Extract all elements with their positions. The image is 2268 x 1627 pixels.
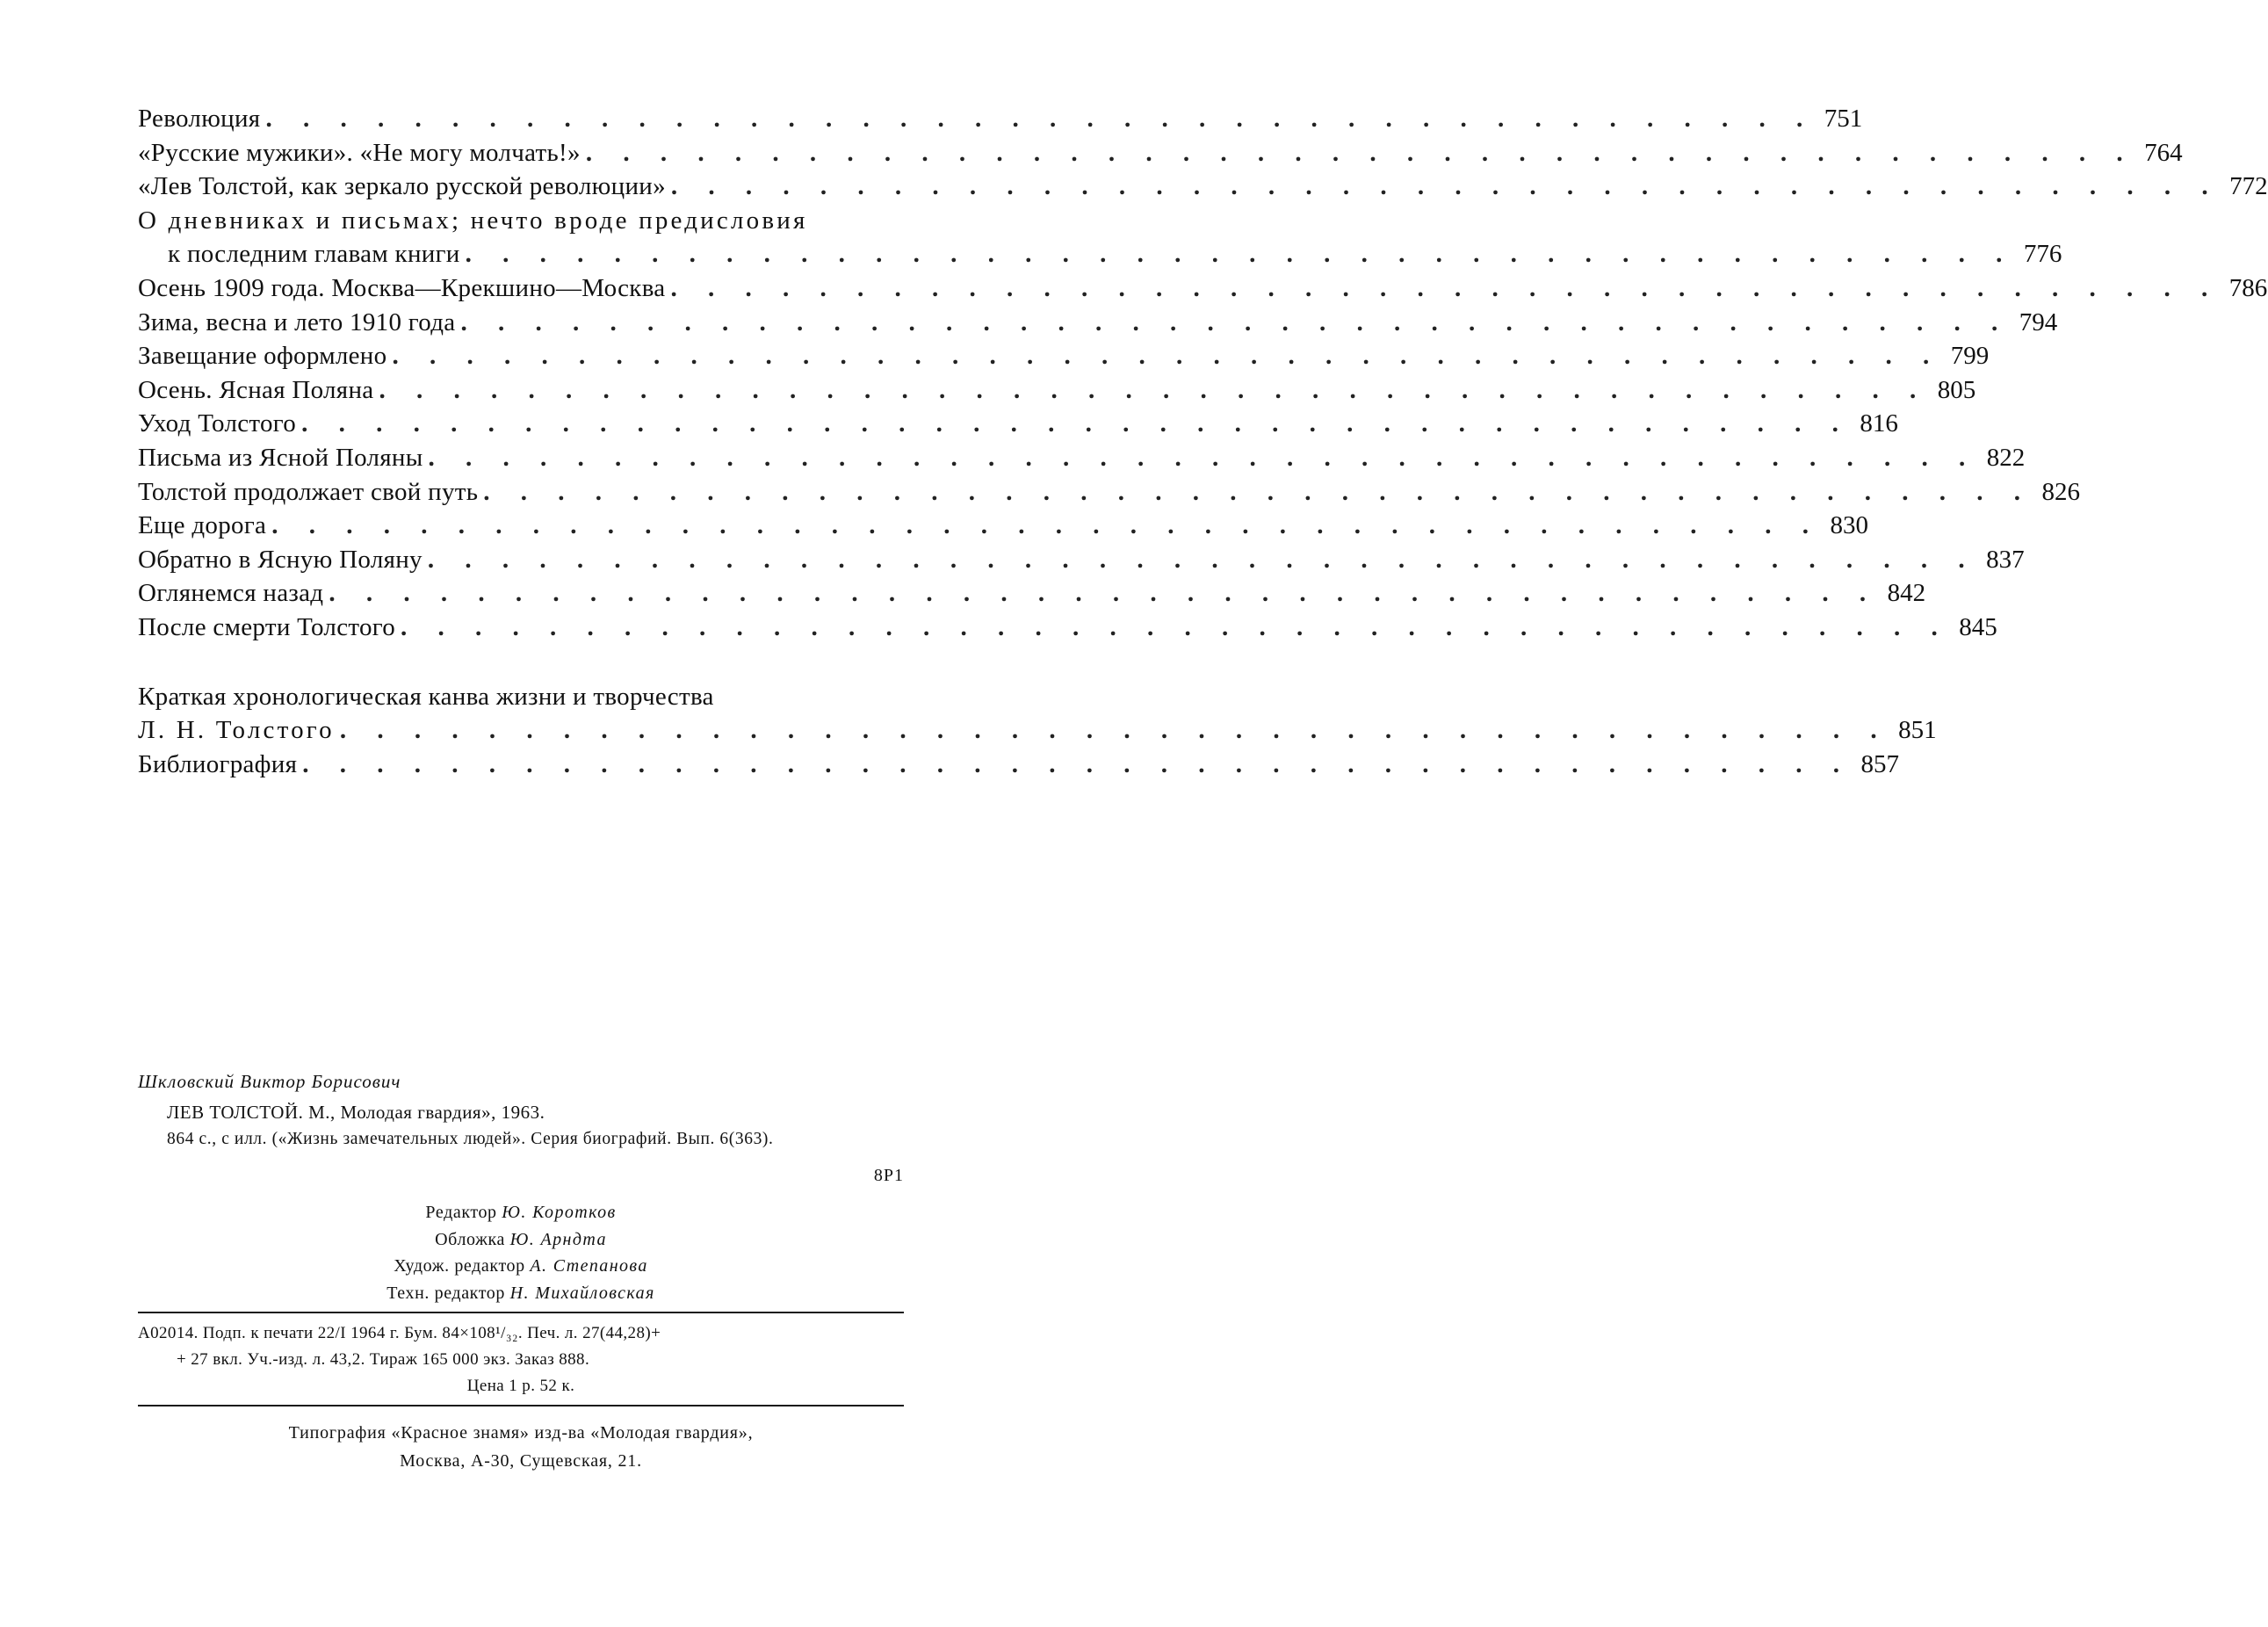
toc-entry — [138, 441, 2026, 475]
credit-line — [138, 1280, 904, 1307]
toc-entry — [138, 543, 2025, 577]
toc-entry — [138, 407, 1898, 441]
toc-entry-title: Революция — [138, 105, 261, 133]
credit-role: Редактор — [425, 1203, 497, 1222]
toc-entry-title-continued: Л. Н. Толстого — [138, 716, 335, 745]
toc-entry — [138, 237, 2062, 271]
toc-entry-page: 842 — [1887, 579, 1926, 608]
toc-leader-dots: . . . . . . . . . . . . . . . . . . . . . . . . . . . . . . . . . . . . . . . . . . — [339, 716, 1889, 745]
toc-leader-dots: . . . . . . . . . . . . . . . . . . . . . . . . . . . . . . . . . . . . . . . . . . — [379, 375, 1929, 404]
toc-leader-dots: . . . . . . . . . . . . . . . . . . . . . . . . . . . . . . . . . . . . . . . . . . — [329, 579, 1879, 608]
credit-name: Ю. Коротков — [502, 1203, 617, 1222]
toc-leader-dots: . . . . . . . . . . . . . . . . . . . . . . . . . . . . . . . . . . . . . . . . . . — [585, 138, 2135, 167]
toc-spacer — [138, 645, 904, 680]
toc-leader-dots: . . . . . . . . . . . . . . . . . . . . . . . . . . . . . . . . . . . . . . . . . . — [271, 511, 1821, 540]
divider — [138, 1312, 904, 1313]
toc-entry-page: 794 — [2019, 307, 2058, 336]
toc-leader-dots: . . . . . . . . . . . . . . . . . . . . . . . . . . . . . . . . . . . . . . . . . . — [301, 409, 1851, 438]
toc-entry-title-continued: к последним главам книги — [168, 240, 460, 269]
book-title-line: ЛЕВ ТОЛСТОЙ. М., Молодая гвардия», 1963. — [167, 1102, 545, 1123]
classification-code: 8Р1 — [873, 1166, 904, 1185]
pub-line: + 27 вкл. Уч.-изд. л. 43,2. Тираж 165 000 экз. Заказ 888. — [177, 1350, 590, 1369]
toc-entry — [138, 373, 1976, 408]
toc-entry-title: Краткая хронологическая канва жизни и творчества — [138, 682, 714, 711]
toc-entry-page: 764 — [2144, 138, 2183, 167]
toc-entry-title: Осень. Ясная Поляна — [138, 375, 374, 404]
toc-entry — [138, 306, 2058, 340]
toc-leader-dots: . . . . . . . . . . . . . . . . . . . . . . . . . . . . . . . . . . . . . . . . . . — [427, 545, 1977, 574]
toc-entry-page: 776 — [2023, 240, 2062, 269]
toc-entry-title: «Лев Толстой, как зеркало русской революции» — [138, 172, 666, 201]
credit-line — [138, 1199, 904, 1226]
toc-entry-title: Толстой продолжает свой путь — [138, 477, 479, 506]
toc-entry-title: Оглянемся назад — [138, 579, 324, 608]
toc-entry — [138, 475, 2080, 510]
credit-name: Н. Михайловская — [509, 1283, 655, 1303]
toc-appendix-entry — [138, 713, 1937, 748]
printer-info — [138, 1419, 904, 1475]
credit-role: Худож. редактор — [394, 1256, 525, 1276]
toc-entry-page: 786 — [2228, 273, 2268, 302]
divider — [138, 1405, 904, 1406]
toc-leader-dots: . . . . . . . . . . . . . . . . . . . . . . . . . . . . . . . . . . . . . . . . . . — [670, 273, 2221, 302]
toc-entry-page: 826 — [2041, 477, 2080, 506]
toc-entry-title: После смерти Толстого — [138, 612, 396, 641]
toc-entry-title: «Русские мужики». «Не могу молчать!» — [138, 138, 581, 167]
toc-entry-page: 857 — [1860, 749, 1899, 778]
toc-entry-title: Зима, весна и лето 1910 года — [138, 307, 456, 336]
toc-entry-page: 851 — [1898, 716, 1937, 745]
toc-leader-dots: . . . . . . . . . . . . . . . . . . . . . . . . . . . . . . . . . . . . . . . . . . — [460, 307, 2011, 336]
toc-entry-first-line — [138, 204, 904, 238]
credit-line — [138, 1226, 904, 1254]
toc-entry-title: Осень 1909 года. Москва—Крекшино—Москва — [138, 273, 666, 302]
toc-entry-page: 805 — [1937, 375, 1976, 404]
printer-line: Москва, А-30, Сущевская, 21. — [400, 1451, 642, 1471]
credit-line — [138, 1253, 904, 1280]
price: Цена 1 р. 52 к. — [466, 1377, 575, 1395]
table-of-contents — [138, 102, 2268, 781]
toc-appendix-entry — [138, 748, 1899, 782]
toc-leader-dots: . . . . . . . . . . . . . . . . . . . . . . . . . . . . . . . . . . . . . . . . . . — [265, 105, 1816, 133]
toc-entry-page: 799 — [1950, 342, 1990, 371]
toc-entry — [138, 509, 1868, 543]
credit-name: Ю. Арндта — [509, 1229, 607, 1249]
toc-entry-title: О дневниках и письмах; нечто вроде предисловия — [138, 206, 808, 235]
toc-entry-page: 772 — [2229, 172, 2268, 201]
toc-entry — [138, 271, 2268, 306]
colophon — [138, 1065, 904, 1475]
toc-leader-dots: . . . . . . . . . . . . . . . . . . . . . . . . . . . . . . . . . . . . . . . . . . — [428, 443, 1978, 472]
credit-role: Обложка — [435, 1229, 506, 1249]
toc-entry-title: Письма из Ясной Поляны — [138, 443, 423, 472]
toc-entry-page: 822 — [1986, 443, 2026, 472]
credits-block — [138, 1199, 904, 1306]
toc-entry-title: Уход Толстого — [138, 409, 297, 438]
toc-entry — [138, 611, 1997, 645]
toc-entry-title: Библиография — [138, 749, 298, 778]
toc-entry-page: 816 — [1860, 409, 1898, 438]
toc-entry-page: 751 — [1824, 105, 1863, 133]
printer-line: Типография «Красное знамя» изд-ва «Молодая гвардия», — [288, 1423, 754, 1443]
toc-entry-title: Еще дорога — [138, 511, 267, 540]
toc-leader-dots: . . . . . . . . . . . . . . . . . . . . . . . . . . . . . . . . . . . . . . . . . . — [465, 240, 2015, 269]
book-description: 864 с., с илл. («Жизнь замечательных людей». Серия биографий. Вып. 6(363). — [167, 1130, 774, 1148]
author-name: Шкловский Виктор Борисович — [138, 1071, 401, 1092]
toc-entry — [138, 576, 1926, 611]
toc-entry — [138, 136, 2183, 170]
toc-appendix-first-line — [138, 680, 904, 714]
toc-entry-page: 830 — [1830, 511, 1868, 540]
toc-entry-page: 845 — [1959, 612, 1997, 641]
toc-leader-dots: . . . . . . . . . . . . . . . . . . . . . . . . . . . . . . . . . . . . . . . . . . — [401, 612, 1950, 641]
toc-entry — [138, 170, 2268, 204]
toc-entry-title: Обратно в Ясную Поляну — [138, 545, 423, 574]
credit-role: Техн. редактор — [386, 1283, 506, 1303]
toc-leader-dots: . . . . . . . . . . . . . . . . . . . . . . . . . . . . . . . . . . . . . . . . . . — [392, 342, 1942, 371]
toc-entry — [138, 339, 1990, 373]
toc-leader-dots: . . . . . . . . . . . . . . . . . . . . . . . . . . . . . . . . . . . . . . . . . . — [483, 477, 2033, 506]
toc-entry-page: 837 — [1986, 545, 2025, 574]
toc-leader-dots: . . . . . . . . . . . . . . . . . . . . . . . . . . . . . . . . . . . . . . . . . . — [670, 172, 2221, 201]
toc-entry — [138, 102, 1863, 136]
pub-line: А02014. Подп. к печати 22/I 1964 г. Бум. 84×108¹/₃₂. Печ. л. 27(44,28)+ — [138, 1324, 661, 1342]
publication-info — [138, 1320, 904, 1399]
toc-leader-dots: . . . . . . . . . . . . . . . . . . . . . . . . . . . . . . . . . . . . . . . . . . — [302, 749, 1852, 778]
toc-entry-title: Завещание оформлено — [138, 342, 387, 371]
credit-name: А. Степанова — [530, 1256, 648, 1276]
